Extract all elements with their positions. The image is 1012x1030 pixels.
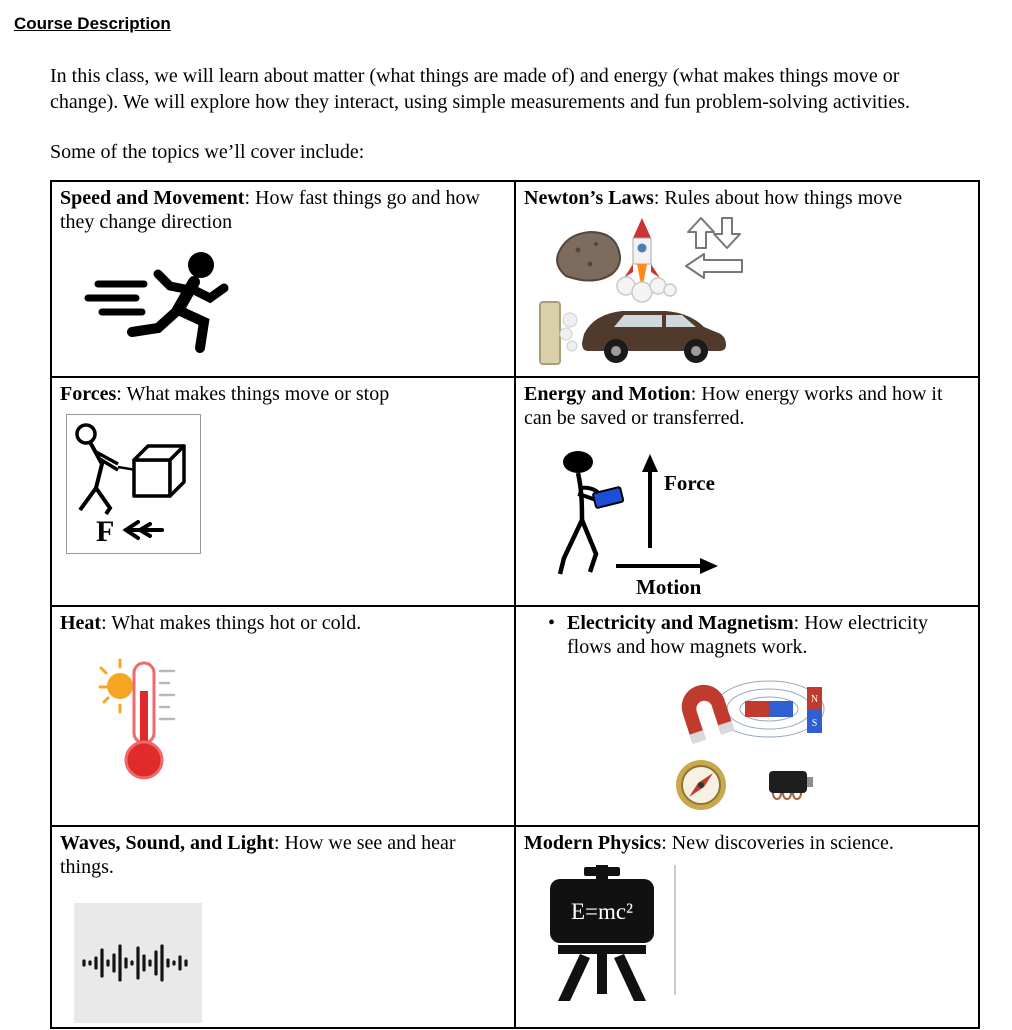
chalkboard-easel-icon	[532, 865, 682, 1007]
topic-cell-speed-movement	[51, 181, 515, 377]
stick-figure-pulling-cube-icon	[66, 414, 201, 554]
topic-cell-forces	[51, 377, 515, 606]
bullet-marker: •	[548, 612, 556, 635]
table-row	[51, 606, 979, 826]
force-motion-diagram-icon	[538, 446, 733, 601]
topics-lead: Some of the topics we’ll cover include:	[50, 141, 365, 164]
intro-paragraph: In this class, we will learn about matter (what things are made of) and energy (what makes things move or change). We will explore how they interact, using simple measurements and fun problem-solving activities.	[50, 65, 911, 113]
force-label: Force	[664, 471, 715, 496]
motion-label: Motion	[636, 575, 702, 600]
topic-term: Forces	[60, 383, 117, 406]
thermometer-sun-icon	[98, 657, 193, 782]
topic-desc: : New discoveries in science.	[661, 832, 894, 855]
topic-desc: : How energy works and how it can be saved or transferred.	[524, 383, 943, 430]
topic-cell-newtons-laws	[515, 181, 979, 377]
topic-desc: : What makes things move or stop	[116, 383, 390, 406]
magnet-n-label: N	[810, 694, 818, 706]
sound-waveform-icon	[74, 903, 202, 1023]
magnets-compass-battery-icon	[649, 671, 844, 821]
page-title: Course Description	[14, 14, 171, 33]
topic-cell-waves-sound-light	[51, 826, 515, 1028]
topic-desc: : What makes things hot or cold.	[101, 612, 362, 635]
topic-term: Modern Physics	[524, 832, 662, 855]
running-person-icon	[82, 248, 252, 360]
force-label: F	[96, 515, 115, 549]
table-row	[51, 826, 979, 1028]
topic-cell-modern-physics	[515, 826, 979, 1028]
topic-term: Electricity and Magnetism	[567, 612, 794, 635]
topic-cell-energy-motion	[515, 377, 979, 606]
topic-desc: : How we see and hear things.	[60, 832, 456, 879]
rock-rocket-arrows-car-icon	[538, 214, 753, 372]
topic-desc: : How fast things go and how they change direction	[60, 187, 480, 234]
formula-label: E=mc²	[570, 899, 634, 925]
table-row	[51, 377, 979, 606]
topic-term: Waves, Sound, and Light	[60, 832, 274, 855]
table-row	[51, 181, 979, 377]
topic-term: Energy and Motion	[524, 383, 691, 406]
topic-desc: : Rules about how things move	[653, 187, 903, 210]
topic-desc: : How electricity flows and how magnets work.	[567, 612, 929, 659]
topic-term: Speed and Movement	[60, 187, 245, 210]
magnet-s-label: S	[811, 718, 817, 730]
topic-cell-electricity-magnetism	[515, 606, 979, 826]
topics-table	[50, 180, 980, 1029]
topic-cell-heat	[51, 606, 515, 826]
topic-term: Heat	[60, 612, 102, 635]
topic-term: Newton’s Laws	[524, 187, 654, 210]
